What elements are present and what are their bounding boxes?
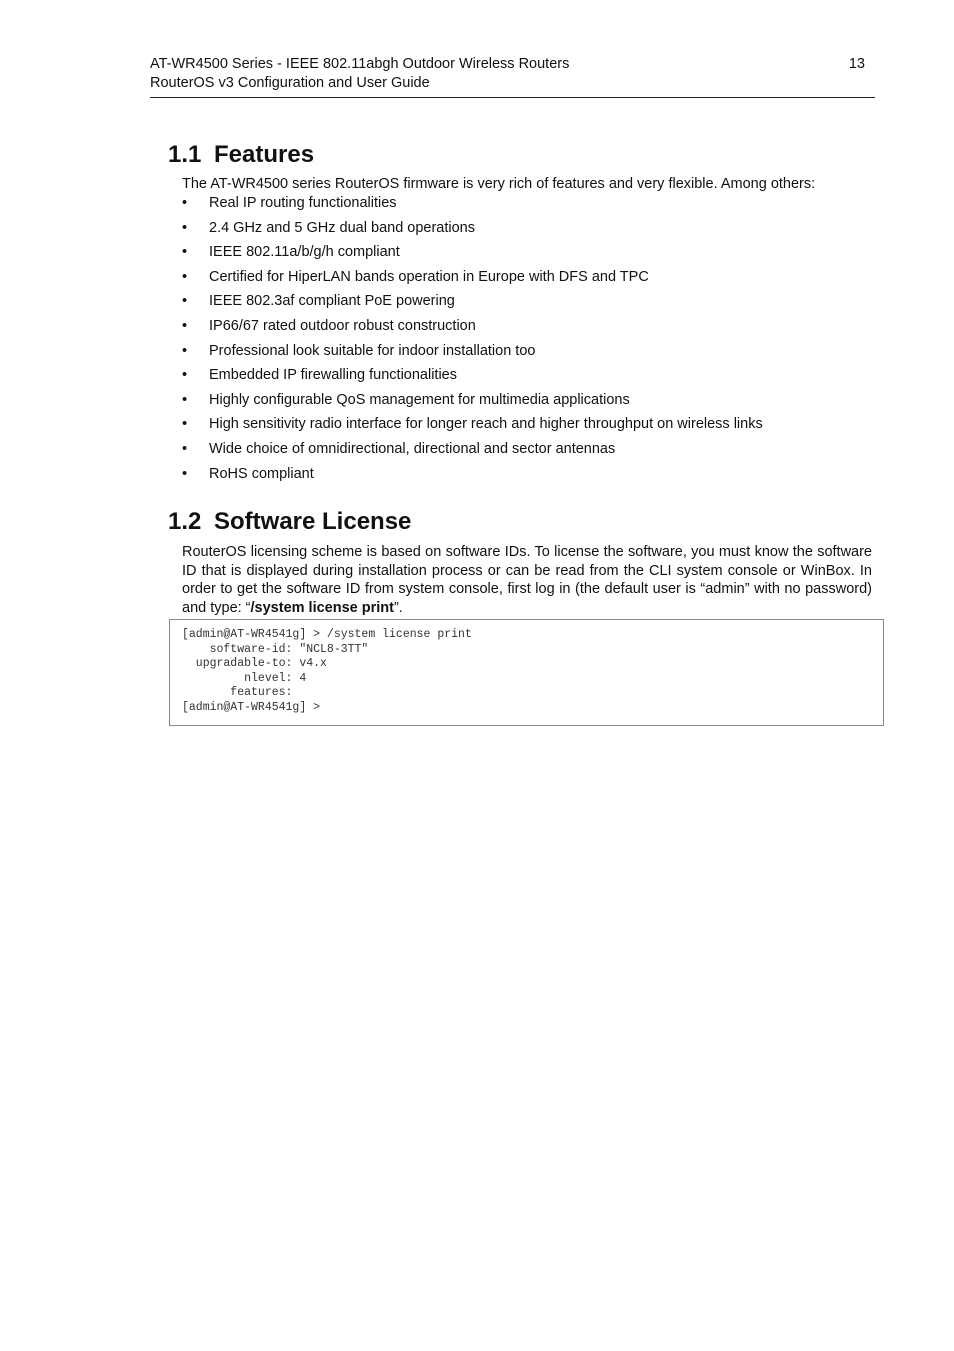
- code-line: features:: [182, 686, 293, 700]
- feature-text: IEEE 802.3af compliant PoE powering: [209, 293, 455, 310]
- feature-text: Embedded IP firewalling functionalities: [209, 367, 457, 384]
- feature-list: [182, 194, 872, 489]
- feature-list-item: [182, 243, 872, 268]
- code-line: software-id: "NCL8-3TT": [182, 642, 369, 656]
- bullet-icon: •: [182, 465, 188, 482]
- bullet-icon: •: [182, 268, 188, 285]
- header-subtitle: RouterOS v3 Configuration and User Guide: [150, 75, 430, 91]
- feature-list-item: [182, 465, 872, 490]
- header-title: AT-WR4500 Series - IEEE 802.11abgh Outdoor Wireless Routers: [150, 56, 570, 72]
- feature-list-item: [182, 366, 872, 391]
- code-line: upgradable-to: v4.x: [182, 657, 327, 671]
- section-number: 1.2: [168, 508, 202, 535]
- feature-text: Real IP routing functionalities: [209, 195, 397, 211]
- bullet-icon: •: [182, 440, 188, 457]
- bullet-icon: •: [182, 219, 188, 236]
- bullet-icon: •: [182, 244, 188, 261]
- feature-text: Wide choice of omnidirectional, directional and sector antennas: [209, 440, 616, 457]
- feature-list-item: [182, 194, 872, 219]
- section-heading-features: [168, 141, 314, 169]
- license-paragraph-text: RouterOS licensing scheme is based on software IDs. To license the software, you must know the software ID that is displayed during installation process or can be read from the CLI system console or WinBox. In order to get the software ID from system console, first log in (the default user is “admin” with no password) and type: “: [182, 544, 872, 616]
- feature-text: Certified for HiperLAN bands operation in Europe with DFS and TPC: [209, 268, 649, 285]
- feature-list-item: [182, 391, 872, 416]
- section-title: Features: [214, 141, 315, 168]
- bullet-icon: •: [182, 367, 188, 384]
- feature-text: Professional look suitable for indoor installation too: [209, 342, 536, 359]
- page-header: [150, 55, 875, 98]
- bullet-icon: •: [182, 416, 188, 433]
- bullet-icon: •: [182, 391, 188, 408]
- page-number: 13: [848, 56, 865, 72]
- feature-list-item: [182, 440, 872, 465]
- feature-text: IEEE 802.11a/b/g/h compliant: [209, 244, 400, 261]
- bullet-icon: •: [182, 342, 188, 359]
- code-block: [169, 619, 884, 726]
- feature-text: 2.4 GHz and 5 GHz dual band operations: [209, 219, 475, 236]
- feature-list-item: [182, 415, 872, 440]
- features-intro: The AT-WR4500 series RouterOS firmware is very rich of features and very flexible. Among others:: [182, 176, 816, 192]
- section-number: 1.1: [168, 141, 202, 168]
- feature-text: RoHS compliant: [209, 465, 314, 482]
- code-line: [admin@AT-WR4541g] >: [182, 700, 321, 714]
- bullet-icon: •: [182, 195, 188, 211]
- bullet-icon: •: [182, 293, 188, 310]
- code-line: [admin@AT-WR4541g] > /system license print: [182, 628, 472, 641]
- license-paragraph: [182, 543, 872, 617]
- feature-list-item: [182, 292, 872, 317]
- bullet-icon: •: [182, 317, 188, 334]
- feature-text: High sensitivity radio interface for longer reach and higher throughput on wireless links: [209, 416, 763, 433]
- section-title: Software License: [214, 508, 412, 535]
- feature-list-item: [182, 219, 872, 244]
- feature-list-item: [182, 342, 872, 367]
- code-line: nlevel: 4: [182, 671, 307, 685]
- section-heading-license: [168, 508, 411, 536]
- license-paragraph-end: ”.: [393, 599, 403, 616]
- license-command: /system license print: [250, 599, 394, 616]
- feature-list-item: [182, 268, 872, 293]
- feature-text: IP66/67 rated outdoor robust construction: [209, 317, 476, 334]
- feature-text: Highly configurable QoS management for multimedia applications: [209, 391, 630, 408]
- feature-list-item: [182, 317, 872, 342]
